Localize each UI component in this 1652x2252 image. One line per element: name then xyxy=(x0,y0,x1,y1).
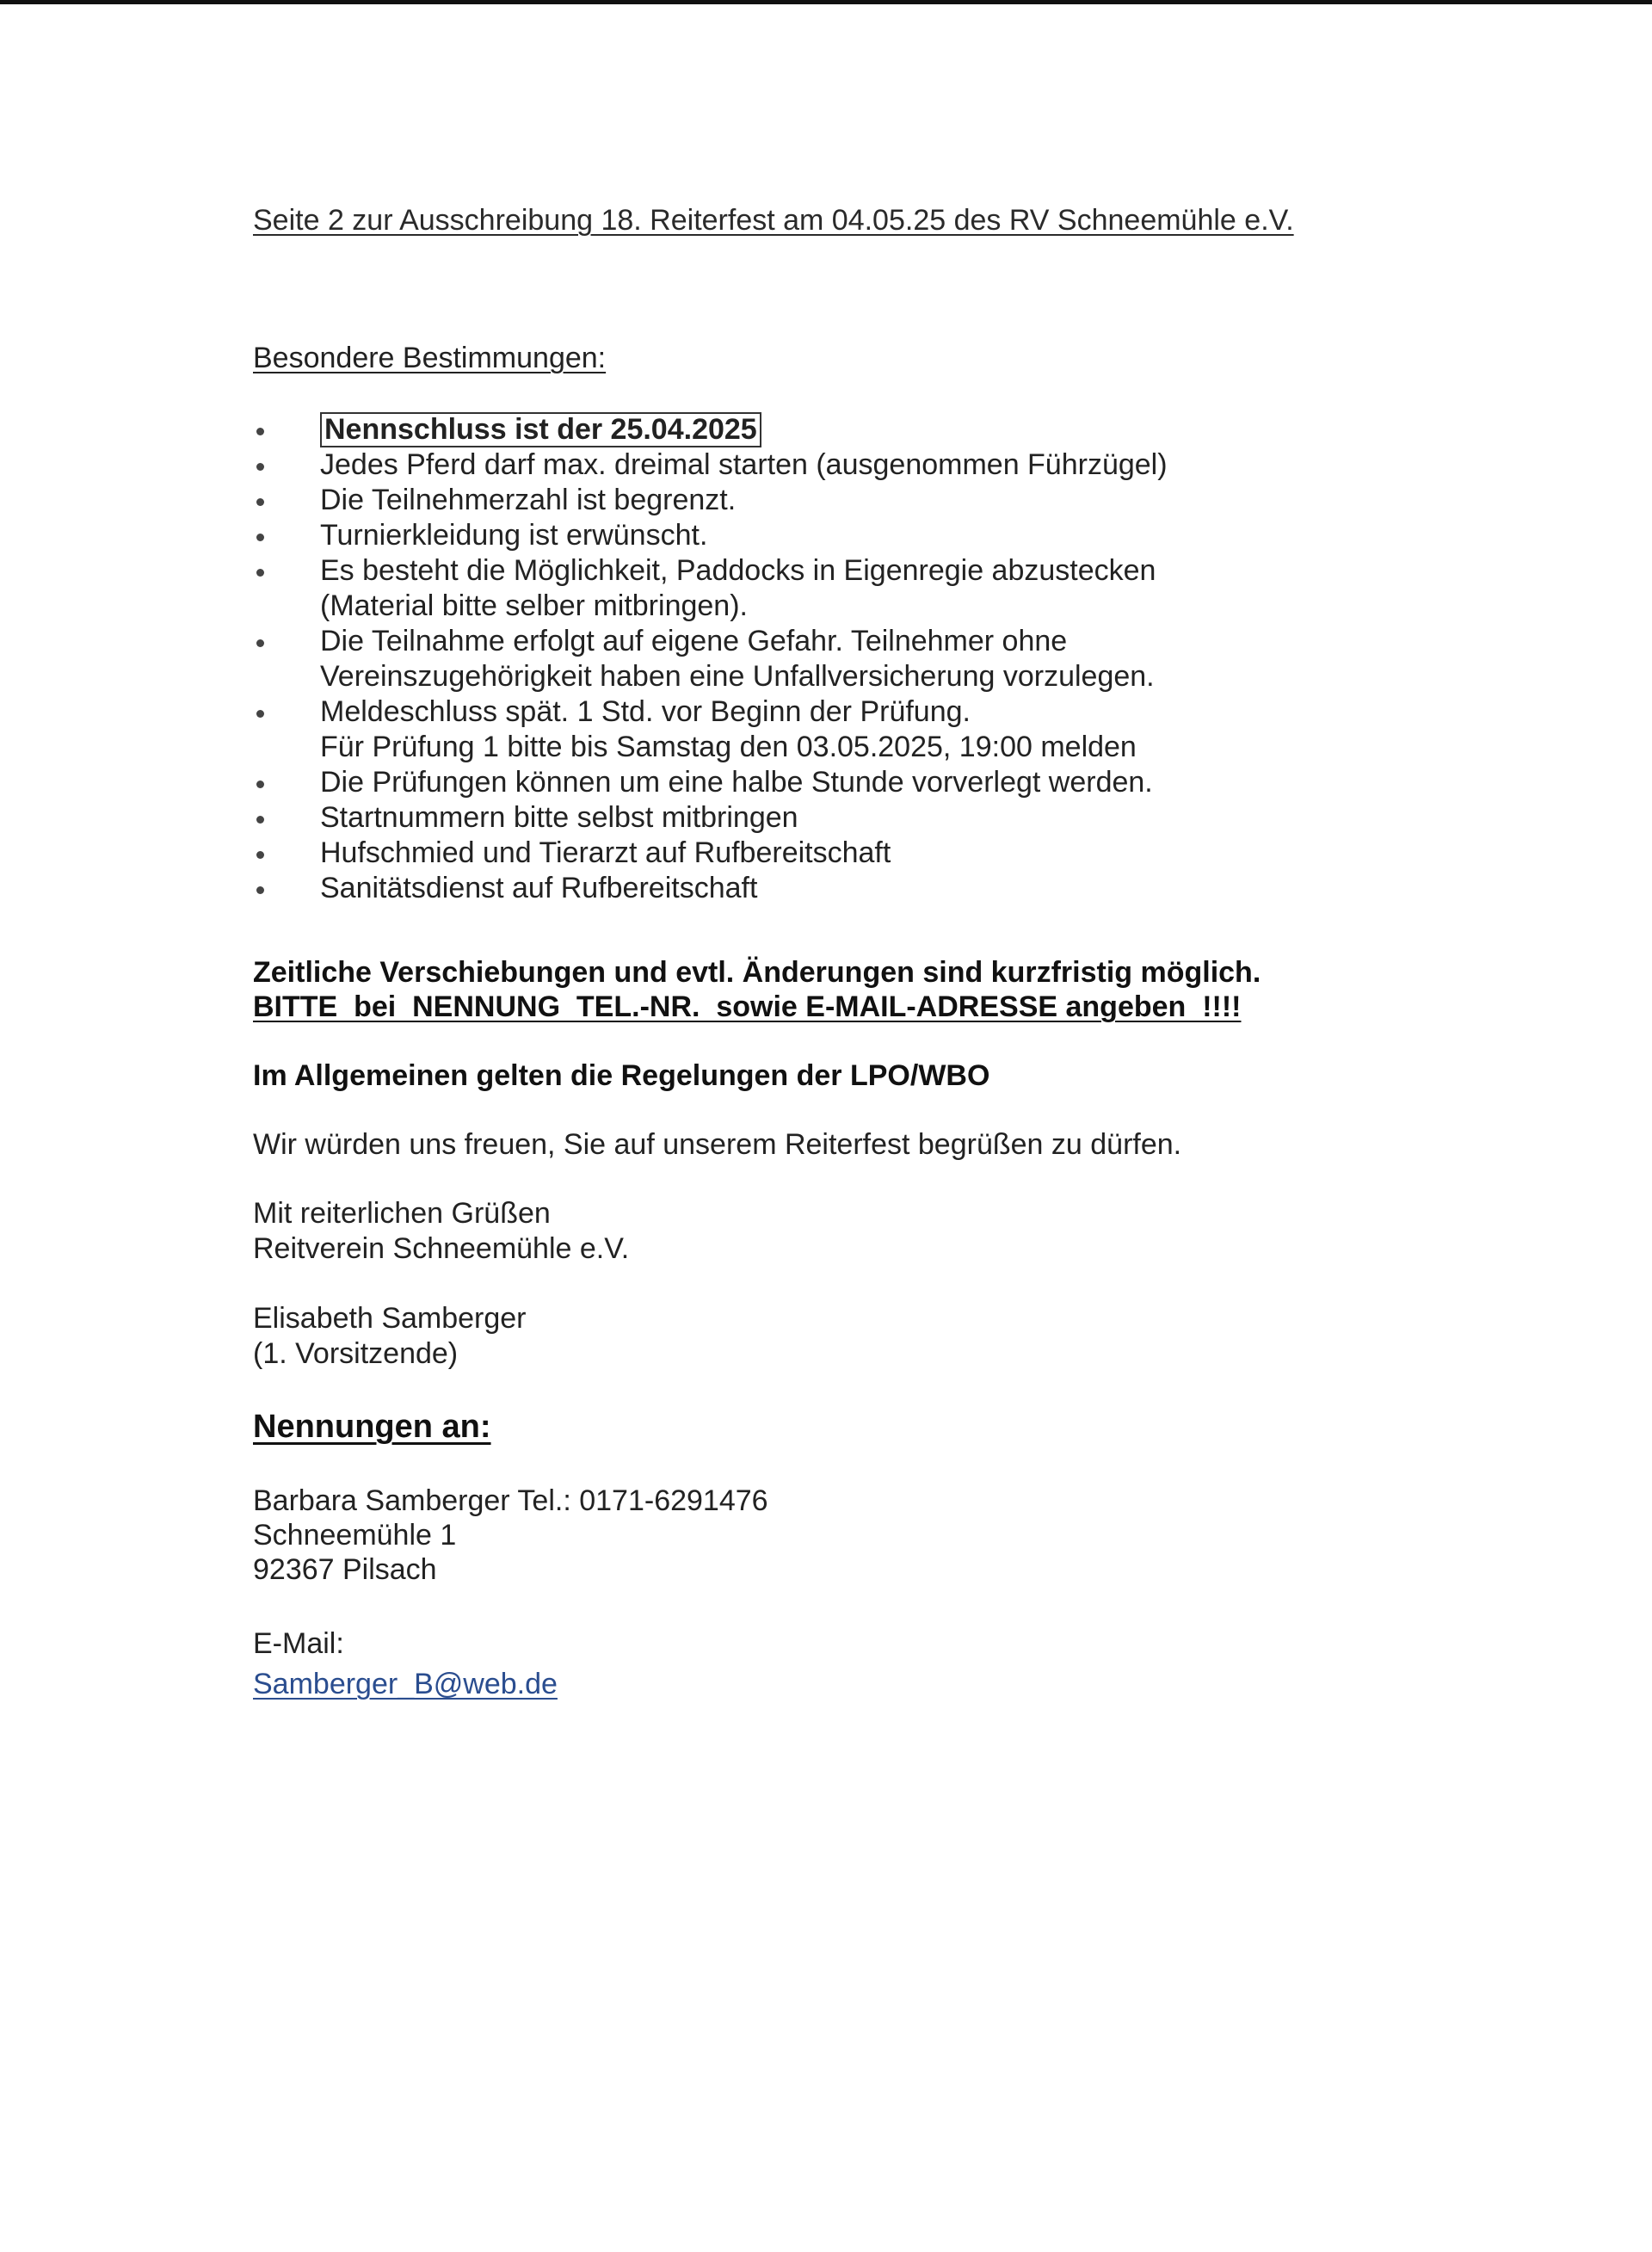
notice-contact-required: BITTE bei NENNUNG TEL.-NR. sowie E-MAIL-ADRESSE angeben !!!! xyxy=(253,990,1242,1023)
closing-greeting: Mit reiterlichen Grüßen xyxy=(253,1197,551,1230)
list-item xyxy=(253,800,1458,836)
list-item-text-cont: (Material bitte selber mitbringen). xyxy=(320,589,748,622)
nennungen-title: Nennungen an: xyxy=(253,1409,491,1445)
bullet-icon xyxy=(256,569,264,577)
bullet-icon xyxy=(256,463,264,471)
contact-city: 92367 Pilsach xyxy=(253,1553,437,1586)
bullet-icon xyxy=(256,534,264,541)
bullet-icon xyxy=(256,851,264,859)
list-item-text: Jedes Pferd darf max. dreimal starten (ausgenommen Führzügel) xyxy=(320,448,1168,481)
list-item-text: Hufschmied und Tierarzt auf Rufbereitschaft xyxy=(320,836,891,869)
contact-line: Barbara Samberger Tel.: 0171-6291476 xyxy=(253,1484,768,1517)
list-item xyxy=(253,447,1458,483)
email-label: E-Mail: xyxy=(253,1627,344,1660)
list-item-text-cont: Vereinszugehörigkeit haben eine Unfallversicherung vorzulegen. xyxy=(320,660,1155,693)
list-item-text: Die Teilnahme erfolgt auf eigene Gefahr. Teilnehmer ohne xyxy=(320,625,1068,657)
provisions-list xyxy=(253,412,1458,906)
list-item xyxy=(253,412,1458,447)
top-border xyxy=(0,0,1652,4)
rules-statement: Im Allgemeinen gelten die Regelungen der LPO/WBO xyxy=(253,1059,990,1092)
bullet-icon xyxy=(256,816,264,824)
bullet-icon xyxy=(256,639,264,647)
list-item xyxy=(253,553,1458,624)
signatory-name: Elisabeth Samberger xyxy=(253,1302,527,1335)
list-item xyxy=(253,836,1458,871)
list-item-text: Es besteht die Möglichkeit, Paddocks in Eigenregie abzustecken xyxy=(320,554,1156,587)
contact-street: Schneemühle 1 xyxy=(253,1519,457,1552)
list-item-text: Die Teilnehmerzahl ist begrenzt. xyxy=(320,484,737,516)
list-item-text-cont: Für Prüfung 1 bitte bis Samstag den 03.05.2025, 19:00 melden xyxy=(320,731,1137,763)
bullet-icon xyxy=(256,710,264,718)
list-item xyxy=(253,765,1458,800)
page-header: Seite 2 zur Ausschreibung 18. Reiterfest am 04.05.25 des RV Schneemühle e.V. xyxy=(253,204,1294,237)
section-title: Besondere Bestimmungen: xyxy=(253,342,607,374)
list-item-text: Turnierkleidung ist erwünscht. xyxy=(320,519,708,552)
list-item xyxy=(253,483,1458,518)
deadline-box: Nennschluss ist der 25.04.2025 xyxy=(320,412,761,447)
list-item xyxy=(253,518,1458,553)
list-item-text: Die Prüfungen können um eine halbe Stunde vorverlegt werden. xyxy=(320,766,1153,799)
notice-changes: Zeitliche Verschiebungen und evtl. Änderungen sind kurzfristig möglich. xyxy=(253,956,1261,989)
bullet-icon xyxy=(256,886,264,894)
bullet-icon xyxy=(256,780,264,788)
list-item-text: Startnummern bitte selbst mitbringen xyxy=(320,801,798,834)
closing-club: Reitverein Schneemühle e.V. xyxy=(253,1232,630,1265)
signatory-role: (1. Vorsitzende) xyxy=(253,1337,459,1370)
list-item xyxy=(253,624,1458,694)
list-item-text: Sanitätsdienst auf Rufbereitschaft xyxy=(320,872,758,904)
list-item xyxy=(253,871,1458,906)
list-item-text: Meldeschluss spät. 1 Std. vor Beginn der Prüfung. xyxy=(320,695,971,728)
bullet-icon xyxy=(256,498,264,506)
bullet-icon xyxy=(256,428,264,435)
email-link[interactable]: Samberger_B@web.de xyxy=(253,1668,558,1700)
list-item xyxy=(253,694,1458,765)
welcome-text: Wir würden uns freuen, Sie auf unserem Reiterfest begrüßen zu dürfen. xyxy=(253,1128,1182,1161)
